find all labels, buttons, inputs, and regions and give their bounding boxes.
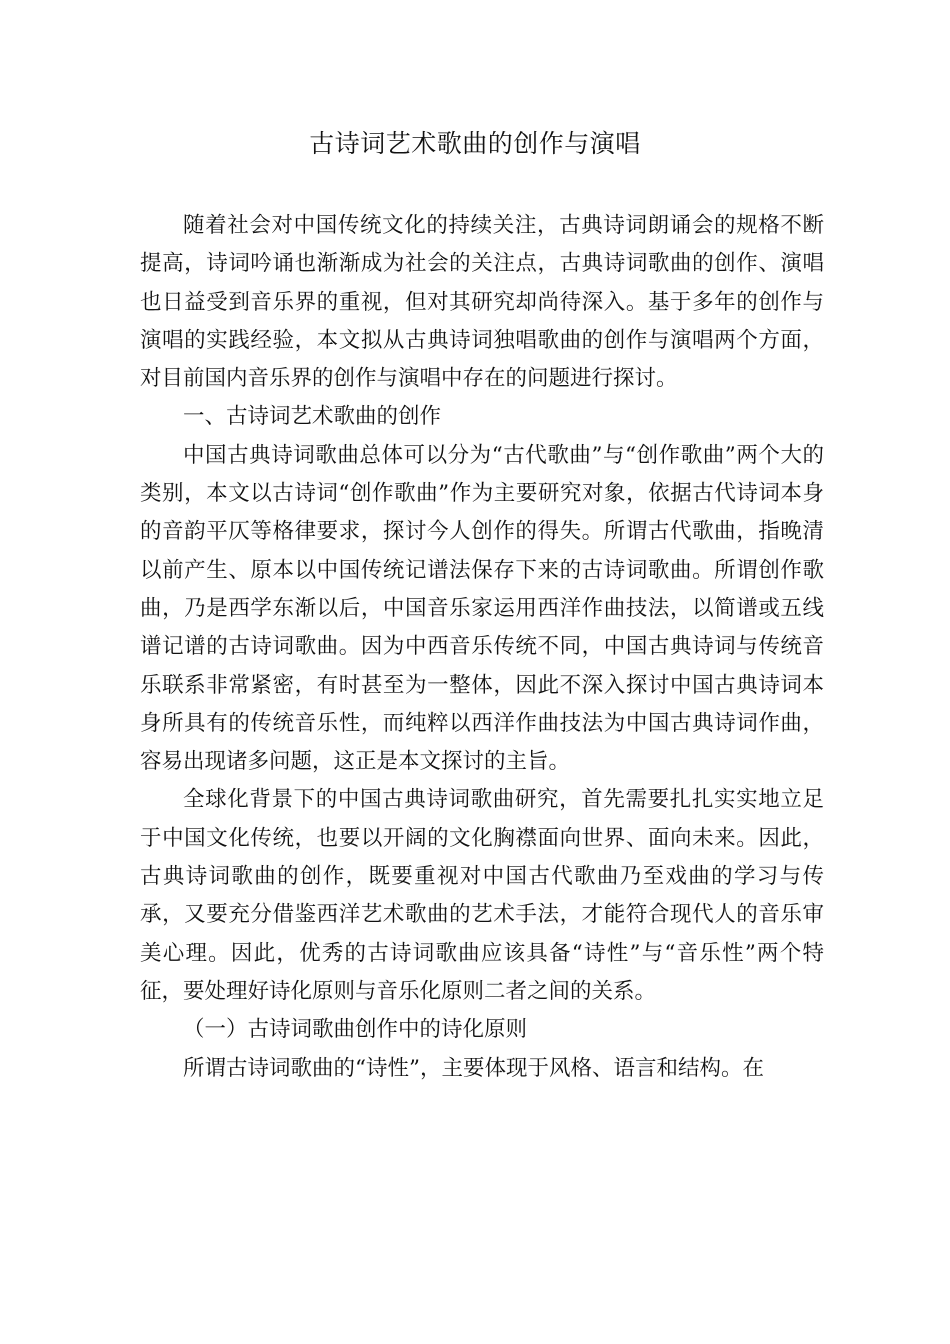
document-body xyxy=(140,207,824,1088)
body-paragraph: 所谓古诗词歌曲的“诗性”，主要体现于风格、语言和结构。在 xyxy=(183,1055,764,1081)
section-heading: 一、古诗词艺术歌曲的创作 xyxy=(183,404,442,430)
intro-paragraph: 随着社会对中国传统文化的持续关注，古典诗词朗诵会的规格不断提高，诗词吟诵也渐渐成为社会的关注点，古典诗词歌曲的创作、演唱也日益受到音乐界的重视，但对其研究却尚待深入。基于多年的创作与演唱的实践经验，本文拟从古典诗词独唱歌曲的创作与演唱两个方面，对目前国内音乐界的创作与演唱中存在的问题进行探讨。 xyxy=(140,213,824,392)
document-title: 古诗词艺术歌曲的创作与演唱 xyxy=(309,129,641,158)
subsection-heading: （一）古诗词歌曲创作中的诗化原则 xyxy=(183,1017,528,1043)
body-paragraph: 中国古典诗词歌曲总体可以分为“古代歌曲”与“创作歌曲”两个大的类别，本文以古诗词“创作歌曲”作为主要研究对象，依据古代诗词本身的音韵平仄等格律要求，探讨今人创作的得失。所谓古代歌曲，指晚清以前产生、原本以中国传统记谱法保存下来的古诗词歌曲。所谓创作歌曲，乃是西学东渐以后，中国音乐家运用西洋作曲技法，以简谱或五线谱记谱的古诗词歌曲。因为中西音乐传统不同，中国古典诗词与传统音乐联系非常紧密，有时甚至为一整体，因此不深入探讨中国古典诗词本身所具有的传统音乐性，而纯粹以西洋作曲技法为中国古典诗词作曲，容易出现诸多问题，这正是本文探讨的主旨。 xyxy=(140,442,824,775)
body-paragraph: 全球化背景下的中国古典诗词歌曲研究，首先需要扎扎实实地立足于中国文化传统，也要以开阔的文化胸襟面向世界、面向未来。因此，古典诗词歌曲的创作，既要重视对中国古代歌曲乃至戏曲的学习与传承，又要充分借鉴西洋艺术歌曲的艺术手法，才能符合现代人的音乐审美心理。因此，优秀的古诗词歌曲应该具备“诗性”与“音乐性”两个特征，要处理好诗化原则与音乐化原则二者之间的关系。 xyxy=(140,787,824,1004)
